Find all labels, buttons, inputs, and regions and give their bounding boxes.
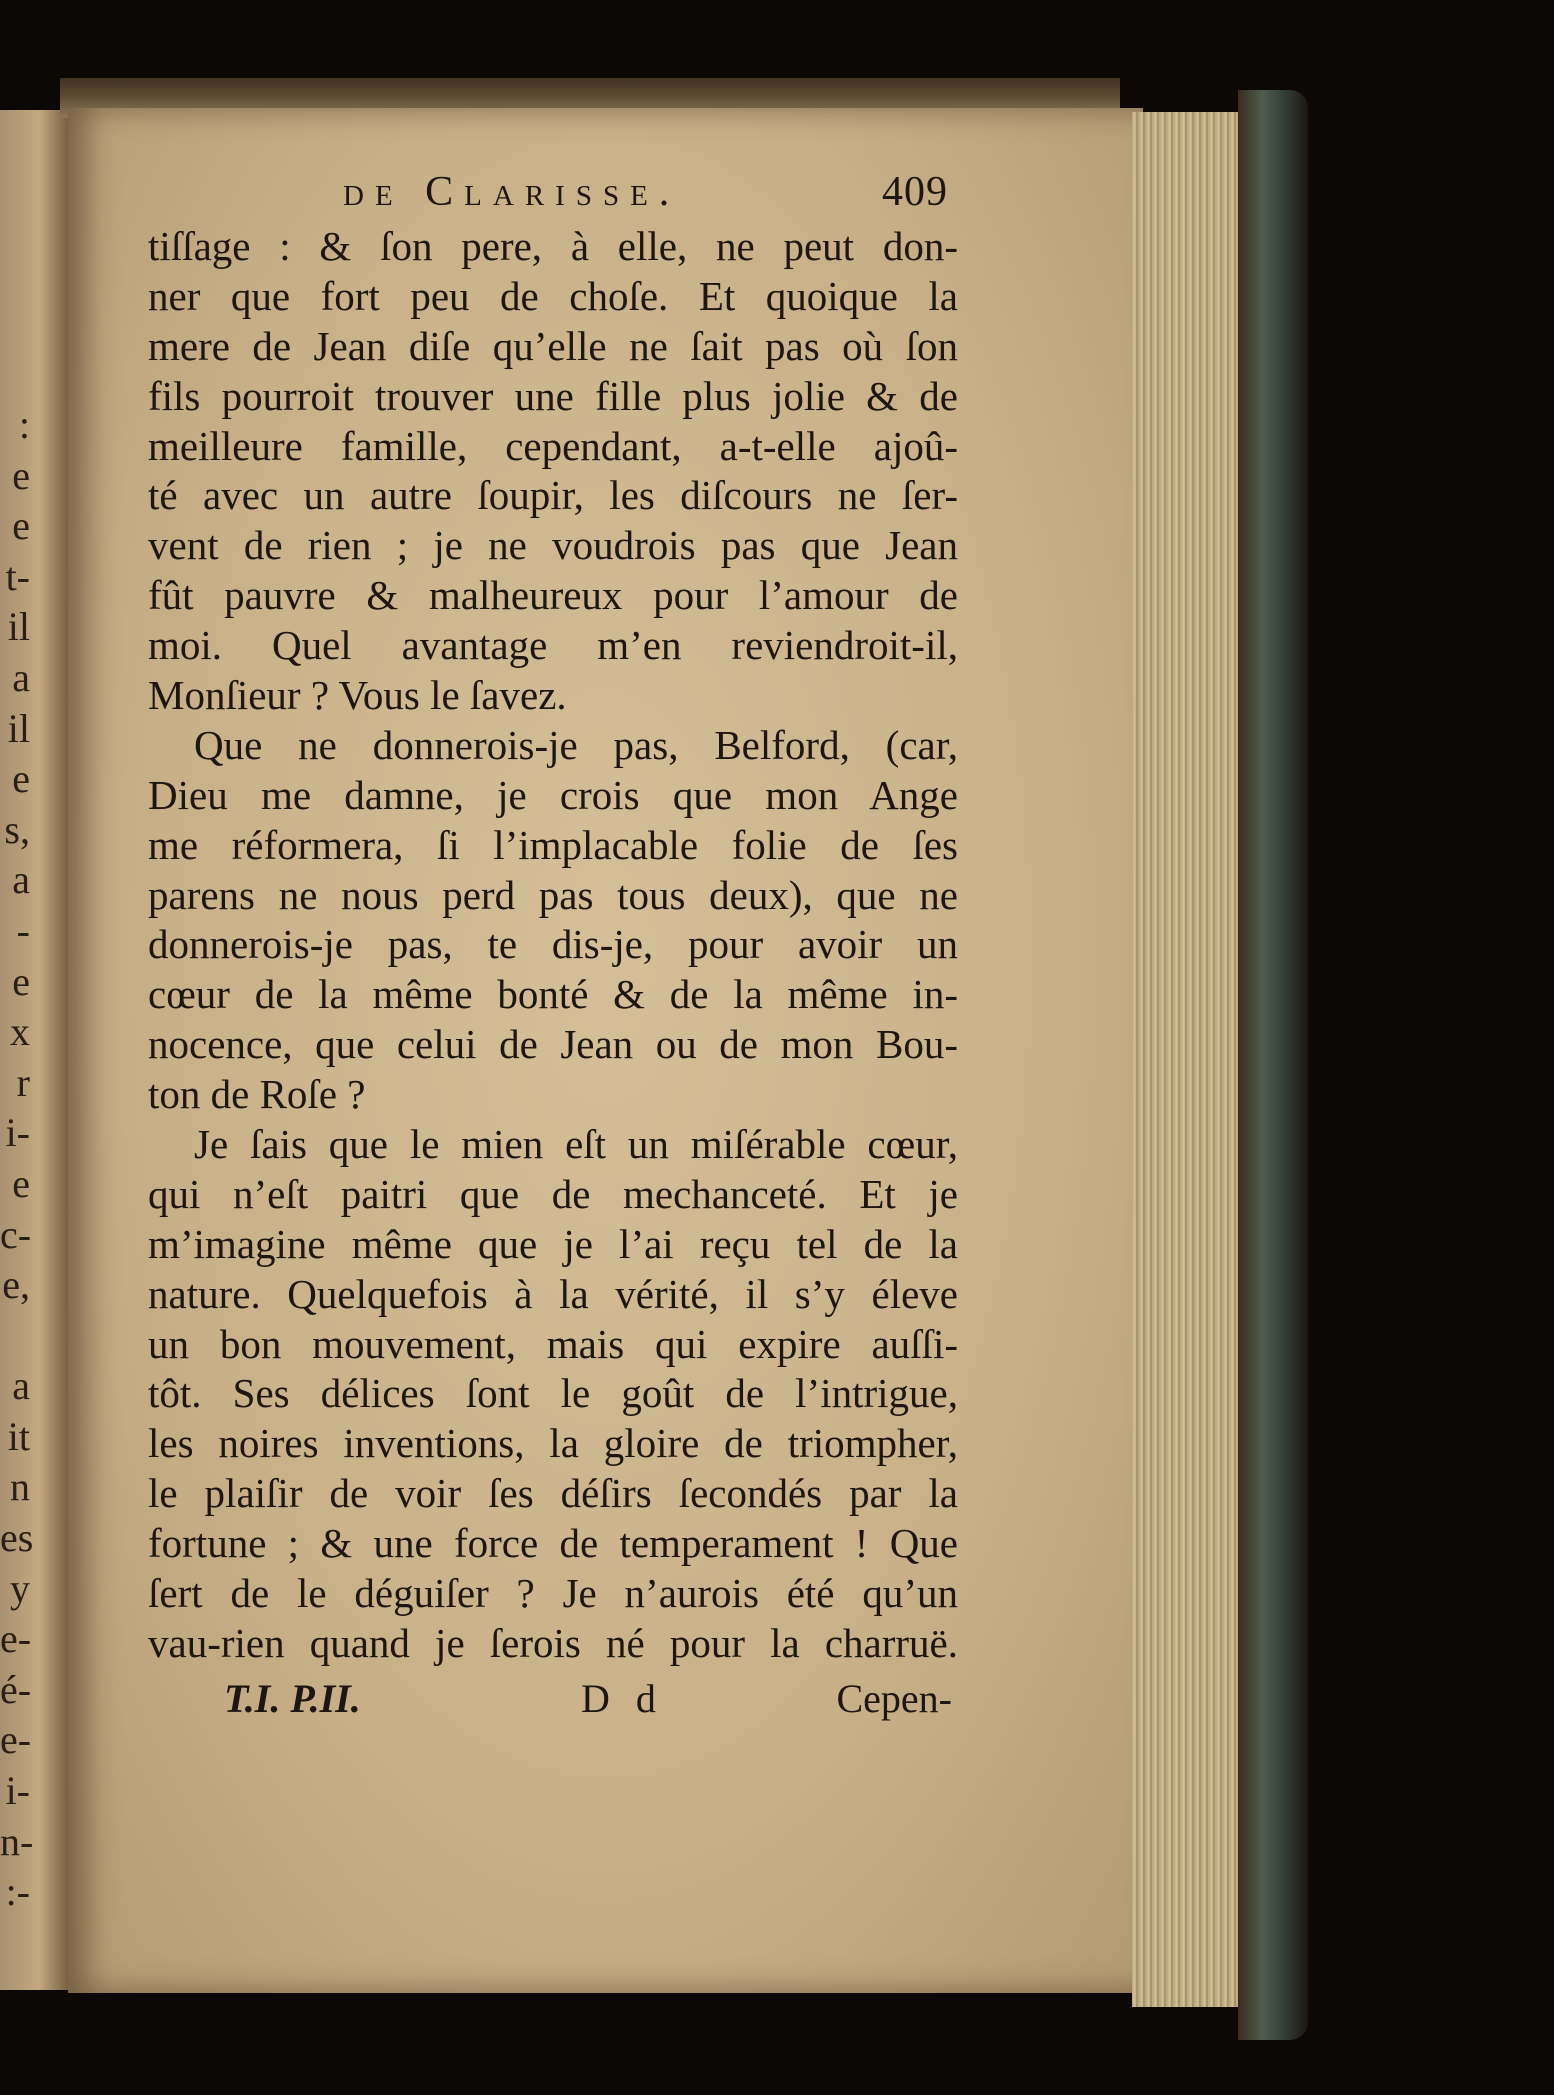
- previous-page-fragment: it: [7, 1413, 30, 1459]
- previous-page-fragment: r: [16, 1059, 30, 1105]
- running-head: [148, 168, 958, 222]
- page-number: 409: [882, 169, 948, 215]
- previous-page-fragment: s,: [4, 806, 30, 852]
- text-line: me réformera, ſi l’implacable folie de ſes: [148, 821, 958, 868]
- text-line: mere de Jean diſe qu’elle ne ſait pas où ſon: [148, 322, 958, 369]
- text-line: meilleure famille, cependant, a-t-elle ajoû-: [148, 422, 958, 469]
- previous-page-fragment: -: [16, 907, 30, 953]
- paragraph-start-line: Que ne donnerois-je pas, Belford, (car,: [194, 721, 958, 768]
- catchword: Cepen-: [836, 1675, 952, 1721]
- previous-page-fragment: e: [12, 503, 30, 549]
- text-line: m’imagine même que je l’ai reçu tel de la: [148, 1220, 958, 1267]
- text-line: vau-rien quand je ſerois né pour la charruë.: [148, 1619, 958, 1666]
- previous-page-letters: [0, 400, 34, 1918]
- text-line: ton de Roſe ?: [148, 1071, 366, 1118]
- previous-page-fragment: a: [12, 857, 30, 903]
- previous-page-fragment: x: [10, 1009, 30, 1055]
- previous-page-fragment: n-: [0, 1818, 34, 1864]
- previous-page-fragment: y: [10, 1565, 30, 1611]
- previous-page-fragment: i-: [5, 1768, 30, 1814]
- text-line: vent de rien ; je ne voudrois pas que Jean: [148, 522, 958, 569]
- previous-page-fragment: es: [0, 1515, 34, 1561]
- text-line: ſert de le déguiſer ? Je n’aurois été qu’un: [148, 1570, 958, 1617]
- previous-page-edge: [0, 110, 72, 1990]
- previous-page-fragment: :: [18, 402, 30, 447]
- text-line: moi. Quel avantage m’en reviendroit-il,: [148, 622, 958, 669]
- previous-page-fragment: e: [12, 1160, 30, 1206]
- volume-signature: T.I. P.II.: [224, 1675, 361, 1721]
- previous-page-fragment: il: [7, 705, 30, 751]
- text-line: donnerois-je pas, te dis-je, pour avoir un: [148, 921, 958, 968]
- previous-page-fragment: e: [12, 958, 30, 1004]
- previous-page-fragment: n: [10, 1464, 30, 1510]
- previous-page-fragment: e: [12, 756, 30, 802]
- text-line: tiſſage : & ſon pere, à elle, ne peut don-: [148, 223, 958, 269]
- previous-page-fragment: :-: [5, 1869, 30, 1915]
- text-line: nature. Quelquefois à la vérité, il s’y éleve: [148, 1270, 958, 1317]
- running-title: de Clarisse.: [343, 169, 681, 215]
- text-line: ner que fort peu de choſe. Et quoique la: [148, 272, 958, 319]
- text-line: qui n’eſt paitri que de mechanceté. Et je: [148, 1170, 958, 1217]
- text-line: fils pourroit trouver une fille plus jolie & de: [148, 372, 958, 419]
- text-line: un bon mouvement, mais qui expire auſſi-: [148, 1320, 958, 1367]
- text-line: fortune ; & une force de temperament ! Que: [148, 1520, 958, 1567]
- previous-page-fragment: [0, 1311, 30, 1362]
- previous-page-fragment: i-: [5, 1110, 30, 1156]
- text-line: Dieu me damne, je crois que mon Ange: [148, 771, 958, 818]
- previous-page-fragment: c-: [0, 1211, 32, 1257]
- previous-page-fragment: e-: [0, 1717, 32, 1763]
- previous-page-fragment: a: [12, 1363, 30, 1409]
- previous-page-fragment: e: [12, 452, 30, 498]
- signature-mark: D d: [581, 1675, 664, 1721]
- text-line: parens ne nous perd pas tous deux), que ne: [148, 871, 958, 918]
- text-line: cœur de la même bonté & de la même in-: [148, 971, 958, 1018]
- text-line: Monſieur ? Vous le ſavez.: [148, 672, 567, 719]
- text-line: les noires inventions, la gloire de triompher,: [148, 1420, 958, 1467]
- previous-page-fragment: e,: [2, 1262, 30, 1308]
- page-edges: [1132, 112, 1242, 2007]
- previous-page-fragment: il: [7, 604, 30, 650]
- previous-page-fragment: é-: [0, 1666, 32, 1712]
- previous-page-fragment: e-: [0, 1616, 32, 1662]
- text-line: nocence, que celui de Jean ou de mon Bou-: [148, 1021, 958, 1068]
- previous-page-fragment: a: [12, 654, 30, 700]
- text-line: té avec un autre ſoupir, les diſcours ne ſer-: [148, 472, 958, 519]
- page-footer: [148, 1675, 958, 1731]
- paragraph-start-line: Je ſais que le mien eſt un miſérable cœur,: [194, 1121, 958, 1168]
- previous-page-fragment: t-: [5, 553, 30, 599]
- text-line: fût pauvre & malheureux pour l’amour de: [148, 572, 958, 619]
- text-line: tôt. Ses délices ſont le goût de l’intrigue,: [148, 1370, 958, 1417]
- page-text-block: [148, 168, 958, 1731]
- book-cover: [1238, 90, 1308, 2040]
- text-line: le plaiſir de voir ſes déſirs ſecondés par la: [148, 1470, 958, 1517]
